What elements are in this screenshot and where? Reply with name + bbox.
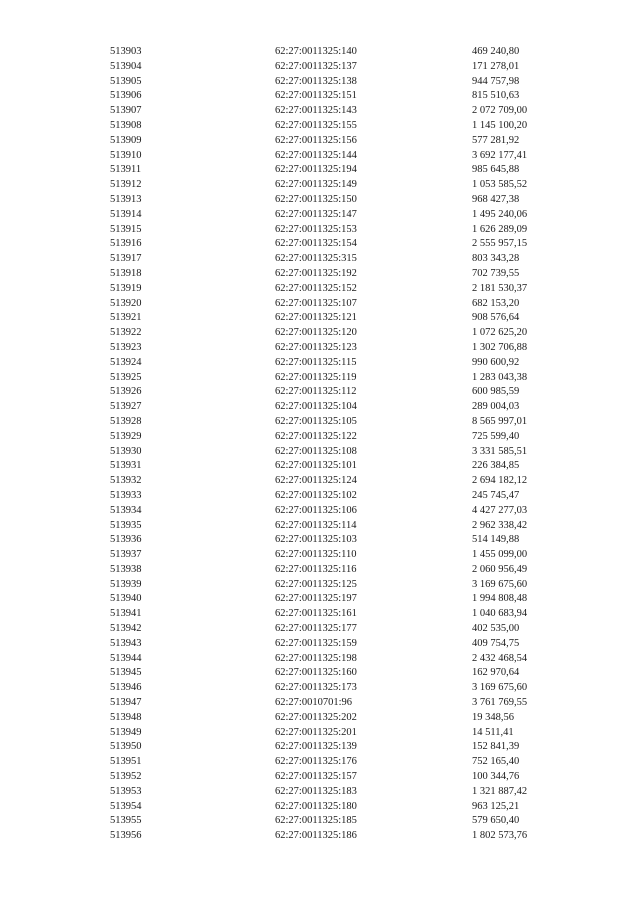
table-row bbox=[110, 45, 550, 60]
cadastral-number-cell: 62:27:0011325:149 bbox=[275, 179, 357, 191]
value-cell: 1 302 706,88 bbox=[472, 341, 528, 353]
table-row bbox=[110, 504, 550, 519]
table-row bbox=[110, 711, 550, 726]
value-cell: 908 576,64 bbox=[472, 312, 520, 324]
table-row bbox=[110, 681, 550, 696]
cadastral-number-cell: 62:27:0011325:156 bbox=[275, 134, 357, 146]
cadastral-number-cell: 62:27:0011325:155 bbox=[275, 119, 357, 131]
table-row bbox=[110, 459, 550, 474]
cadastral-number-cell: 62:27:0011325:315 bbox=[275, 253, 357, 265]
row-id-cell: 513932 bbox=[110, 475, 142, 487]
table-row bbox=[110, 637, 550, 652]
table-row bbox=[110, 104, 550, 119]
data-table bbox=[110, 45, 550, 844]
row-id-cell: 513921 bbox=[110, 312, 142, 324]
row-id-cell: 513927 bbox=[110, 401, 142, 413]
cadastral-number-cell: 62:27:0011325:186 bbox=[275, 830, 357, 842]
row-id-cell: 513914 bbox=[110, 208, 142, 220]
table-row bbox=[110, 149, 550, 164]
cadastral-number-cell: 62:27:0011325:154 bbox=[275, 238, 357, 250]
value-cell: 682 153,20 bbox=[472, 297, 520, 309]
value-cell: 1 994 808,48 bbox=[472, 593, 528, 605]
row-id-cell: 513915 bbox=[110, 223, 142, 235]
row-id-cell: 513916 bbox=[110, 238, 142, 250]
cadastral-number-cell: 62:27:0011325:108 bbox=[275, 445, 357, 457]
value-cell: 409 754,75 bbox=[472, 637, 520, 649]
table-row bbox=[110, 400, 550, 415]
value-cell: 2 060 956,49 bbox=[472, 563, 528, 575]
row-id-cell: 513937 bbox=[110, 549, 142, 561]
table-row bbox=[110, 326, 550, 341]
cadastral-number-cell: 62:27:0011325:139 bbox=[275, 741, 357, 753]
cadastral-number-cell: 62:27:0011325:185 bbox=[275, 815, 357, 827]
cadastral-number-cell: 62:27:0011325:194 bbox=[275, 164, 357, 176]
cadastral-number-cell: 62:27:0011325:102 bbox=[275, 489, 357, 501]
row-id-cell: 513944 bbox=[110, 652, 142, 664]
cadastral-number-cell: 62:27:0011325:177 bbox=[275, 623, 357, 635]
table-row bbox=[110, 208, 550, 223]
row-id-cell: 513907 bbox=[110, 105, 142, 117]
cadastral-number-cell: 62:27:0011325:161 bbox=[275, 608, 357, 620]
row-id-cell: 513917 bbox=[110, 253, 142, 265]
row-id-cell: 513955 bbox=[110, 815, 142, 827]
table-row bbox=[110, 533, 550, 548]
cadastral-number-cell: 62:27:0011325:119 bbox=[275, 371, 357, 383]
value-cell: 3 331 585,51 bbox=[472, 445, 528, 457]
cadastral-number-cell: 62:27:0011325:197 bbox=[275, 593, 357, 605]
cadastral-number-cell: 62:27:0011325:151 bbox=[275, 90, 357, 102]
table-row bbox=[110, 755, 550, 770]
table-row bbox=[110, 385, 550, 400]
value-cell: 815 510,63 bbox=[472, 90, 520, 102]
value-cell: 725 599,40 bbox=[472, 430, 520, 442]
table-row bbox=[110, 489, 550, 504]
row-id-cell: 513946 bbox=[110, 682, 142, 694]
row-id-cell: 513948 bbox=[110, 711, 142, 723]
value-cell: 2 181 530,37 bbox=[472, 282, 528, 294]
table-row bbox=[110, 341, 550, 356]
value-cell: 514 149,88 bbox=[472, 534, 520, 546]
value-cell: 289 004,03 bbox=[472, 401, 520, 413]
value-cell: 162 970,64 bbox=[472, 667, 520, 679]
value-cell: 8 565 997,01 bbox=[472, 415, 528, 427]
row-id-cell: 513936 bbox=[110, 534, 142, 546]
cadastral-number-cell: 62:27:0011325:124 bbox=[275, 475, 357, 487]
value-cell: 1 283 043,38 bbox=[472, 371, 528, 383]
table-row bbox=[110, 622, 550, 637]
cadastral-number-cell: 62:27:0011325:143 bbox=[275, 105, 357, 117]
row-id-cell: 513920 bbox=[110, 297, 142, 309]
value-cell: 245 745,47 bbox=[472, 489, 520, 501]
row-id-cell: 513912 bbox=[110, 179, 142, 191]
cadastral-number-cell: 62:27:0011325:104 bbox=[275, 401, 357, 413]
row-id-cell: 513905 bbox=[110, 75, 142, 87]
table-row bbox=[110, 60, 550, 75]
row-id-cell: 513924 bbox=[110, 356, 142, 368]
value-cell: 19 348,56 bbox=[472, 711, 514, 723]
cadastral-number-cell: 62:27:0011325:144 bbox=[275, 149, 357, 161]
table-row bbox=[110, 297, 550, 312]
value-cell: 2 694 182,12 bbox=[472, 475, 528, 487]
cadastral-number-cell: 62:27:0011325:123 bbox=[275, 341, 357, 353]
table-row bbox=[110, 548, 550, 563]
table-row bbox=[110, 75, 550, 90]
table-row bbox=[110, 607, 550, 622]
table-row bbox=[110, 666, 550, 681]
cadastral-number-cell: 62:27:0011325:150 bbox=[275, 193, 357, 205]
table-row bbox=[110, 89, 550, 104]
table-row bbox=[110, 726, 550, 741]
row-id-cell: 513918 bbox=[110, 267, 142, 279]
table-row bbox=[110, 356, 550, 371]
table-row bbox=[110, 252, 550, 267]
row-id-cell: 513922 bbox=[110, 327, 142, 339]
value-cell: 579 650,40 bbox=[472, 815, 520, 827]
cadastral-number-cell: 62:27:0011325:103 bbox=[275, 534, 357, 546]
table-row bbox=[110, 800, 550, 815]
value-cell: 963 125,21 bbox=[472, 800, 520, 812]
value-cell: 1 455 099,00 bbox=[472, 549, 528, 561]
row-id-cell: 513943 bbox=[110, 637, 142, 649]
table-row bbox=[110, 134, 550, 149]
row-id-cell: 513933 bbox=[110, 489, 142, 501]
row-id-cell: 513929 bbox=[110, 430, 142, 442]
table-row bbox=[110, 696, 550, 711]
row-id-cell: 513952 bbox=[110, 771, 142, 783]
cadastral-number-cell: 62:27:0010701:96 bbox=[275, 697, 353, 709]
value-cell: 1 802 573,76 bbox=[472, 830, 528, 842]
value-cell: 2 072 709,00 bbox=[472, 105, 528, 117]
table-row bbox=[110, 785, 550, 800]
cadastral-number-cell: 62:27:0011325:140 bbox=[275, 46, 357, 57]
row-id-cell: 513954 bbox=[110, 800, 142, 812]
row-id-cell: 513910 bbox=[110, 149, 142, 161]
cadastral-number-cell: 62:27:0011325:201 bbox=[275, 726, 357, 738]
cadastral-number-cell: 62:27:0011325:153 bbox=[275, 223, 357, 235]
cadastral-number-cell: 62:27:0011325:192 bbox=[275, 267, 357, 279]
value-cell: 1 072 625,20 bbox=[472, 327, 528, 339]
cadastral-number-cell: 62:27:0011325:105 bbox=[275, 415, 357, 427]
value-cell: 100 344,76 bbox=[472, 771, 520, 783]
cadastral-number-cell: 62:27:0011325:101 bbox=[275, 460, 357, 472]
value-cell: 702 739,55 bbox=[472, 267, 520, 279]
table-row bbox=[110, 814, 550, 829]
cadastral-number-cell: 62:27:0011325:122 bbox=[275, 430, 357, 442]
cadastral-number-cell: 62:27:0011325:173 bbox=[275, 682, 357, 694]
value-cell: 2 432 468,54 bbox=[472, 652, 528, 664]
table-row bbox=[110, 193, 550, 208]
value-cell: 1 321 887,42 bbox=[472, 785, 528, 797]
table-row bbox=[110, 445, 550, 460]
cadastral-number-cell: 62:27:0011325:147 bbox=[275, 208, 357, 220]
value-cell: 577 281,92 bbox=[472, 134, 520, 146]
table-row bbox=[110, 223, 550, 238]
value-cell: 3 692 177,41 bbox=[472, 149, 528, 161]
row-id-cell: 513928 bbox=[110, 415, 142, 427]
value-cell: 1 040 683,94 bbox=[472, 608, 528, 620]
table-row bbox=[110, 178, 550, 193]
row-id-cell: 513951 bbox=[110, 756, 142, 768]
row-id-cell: 513934 bbox=[110, 504, 142, 516]
row-id-cell: 513953 bbox=[110, 785, 142, 797]
table-row bbox=[110, 267, 550, 282]
value-cell: 985 645,88 bbox=[472, 164, 520, 176]
cadastral-number-cell: 62:27:0011325:180 bbox=[275, 800, 357, 812]
cadastral-number-cell: 62:27:0011325:115 bbox=[275, 356, 357, 368]
table-row bbox=[110, 237, 550, 252]
row-id-cell: 513919 bbox=[110, 282, 142, 294]
cadastral-number-cell: 62:27:0011325:125 bbox=[275, 578, 357, 590]
row-id-cell: 513938 bbox=[110, 563, 142, 575]
row-id-cell: 513923 bbox=[110, 341, 142, 353]
cadastral-number-cell: 62:27:0011325:106 bbox=[275, 504, 357, 516]
row-id-cell: 513904 bbox=[110, 60, 142, 72]
value-cell: 944 757,98 bbox=[472, 75, 520, 87]
cadastral-number-cell: 62:27:0011325:138 bbox=[275, 75, 357, 87]
value-cell: 1 053 585,52 bbox=[472, 179, 528, 191]
value-cell: 752 165,40 bbox=[472, 756, 520, 768]
cadastral-number-cell: 62:27:0011325:159 bbox=[275, 637, 357, 649]
table-row bbox=[110, 163, 550, 178]
row-id-cell: 513926 bbox=[110, 386, 142, 398]
value-cell: 4 427 277,03 bbox=[472, 504, 528, 516]
row-id-cell: 513903 bbox=[110, 46, 142, 57]
value-cell: 600 985,59 bbox=[472, 386, 520, 398]
row-id-cell: 513930 bbox=[110, 445, 142, 457]
row-id-cell: 513906 bbox=[110, 90, 142, 102]
cadastral-number-cell: 62:27:0011325:116 bbox=[275, 563, 357, 575]
cadastral-number-cell: 62:27:0011325:160 bbox=[275, 667, 357, 679]
row-id-cell: 513908 bbox=[110, 119, 142, 131]
row-id-cell: 513956 bbox=[110, 830, 142, 842]
table-row bbox=[110, 740, 550, 755]
value-cell: 803 343,28 bbox=[472, 253, 520, 265]
table-row bbox=[110, 592, 550, 607]
table-row bbox=[110, 282, 550, 297]
cadastral-number-cell: 62:27:0011325:110 bbox=[275, 549, 357, 561]
row-id-cell: 513909 bbox=[110, 134, 142, 146]
cadastral-number-cell: 62:27:0011325:137 bbox=[275, 60, 357, 72]
value-cell: 171 278,01 bbox=[472, 60, 520, 72]
row-id-cell: 513947 bbox=[110, 697, 142, 709]
table-row bbox=[110, 415, 550, 430]
value-cell: 14 511,41 bbox=[472, 726, 514, 738]
value-cell: 1 626 289,09 bbox=[472, 223, 528, 235]
cadastral-number-cell: 62:27:0011325:121 bbox=[275, 312, 357, 324]
value-cell: 1 495 240,06 bbox=[472, 208, 528, 220]
row-id-cell: 513945 bbox=[110, 667, 142, 679]
value-cell: 990 600,92 bbox=[472, 356, 520, 368]
table-row bbox=[110, 311, 550, 326]
table-row bbox=[110, 371, 550, 386]
cadastral-number-cell: 62:27:0011325:202 bbox=[275, 711, 357, 723]
row-id-cell: 513940 bbox=[110, 593, 142, 605]
table-row bbox=[110, 430, 550, 445]
value-cell: 2 962 338,42 bbox=[472, 519, 528, 531]
cadastral-number-cell: 62:27:0011325:107 bbox=[275, 297, 357, 309]
table-row bbox=[110, 829, 550, 844]
value-cell: 152 841,39 bbox=[472, 741, 520, 753]
cadastral-number-cell: 62:27:0011325:120 bbox=[275, 327, 357, 339]
value-cell: 3 169 675,60 bbox=[472, 578, 528, 590]
value-cell: 3 761 769,55 bbox=[472, 697, 528, 709]
table-row bbox=[110, 474, 550, 489]
value-cell: 968 427,38 bbox=[472, 193, 520, 205]
value-cell: 1 145 100,20 bbox=[472, 119, 528, 131]
cadastral-number-cell: 62:27:0011325:198 bbox=[275, 652, 357, 664]
cadastral-number-cell: 62:27:0011325:152 bbox=[275, 282, 357, 294]
value-cell: 402 535,00 bbox=[472, 623, 520, 635]
value-cell: 226 384,85 bbox=[472, 460, 520, 472]
row-id-cell: 513931 bbox=[110, 460, 142, 472]
row-id-cell: 513939 bbox=[110, 578, 142, 590]
table-row bbox=[110, 519, 550, 534]
table-row bbox=[110, 652, 550, 667]
table-row bbox=[110, 578, 550, 593]
row-id-cell: 513911 bbox=[110, 164, 142, 176]
value-cell: 469 240,80 bbox=[472, 46, 520, 57]
table-row bbox=[110, 119, 550, 134]
row-id-cell: 513949 bbox=[110, 726, 142, 738]
cadastral-number-cell: 62:27:0011325:112 bbox=[275, 386, 357, 398]
cadastral-number-cell: 62:27:0011325:176 bbox=[275, 756, 357, 768]
cadastral-number-cell: 62:27:0011325:157 bbox=[275, 771, 357, 783]
row-id-cell: 513950 bbox=[110, 741, 142, 753]
value-cell: 2 555 957,15 bbox=[472, 238, 528, 250]
value-cell: 3 169 675,60 bbox=[472, 682, 528, 694]
table-row bbox=[110, 563, 550, 578]
table-row bbox=[110, 770, 550, 785]
row-id-cell: 513942 bbox=[110, 623, 142, 635]
row-id-cell: 513925 bbox=[110, 371, 142, 383]
cadastral-number-cell: 62:27:0011325:114 bbox=[275, 519, 357, 531]
row-id-cell: 513941 bbox=[110, 608, 142, 620]
row-id-cell: 513913 bbox=[110, 193, 142, 205]
row-id-cell: 513935 bbox=[110, 519, 142, 531]
cadastral-number-cell: 62:27:0011325:183 bbox=[275, 785, 357, 797]
